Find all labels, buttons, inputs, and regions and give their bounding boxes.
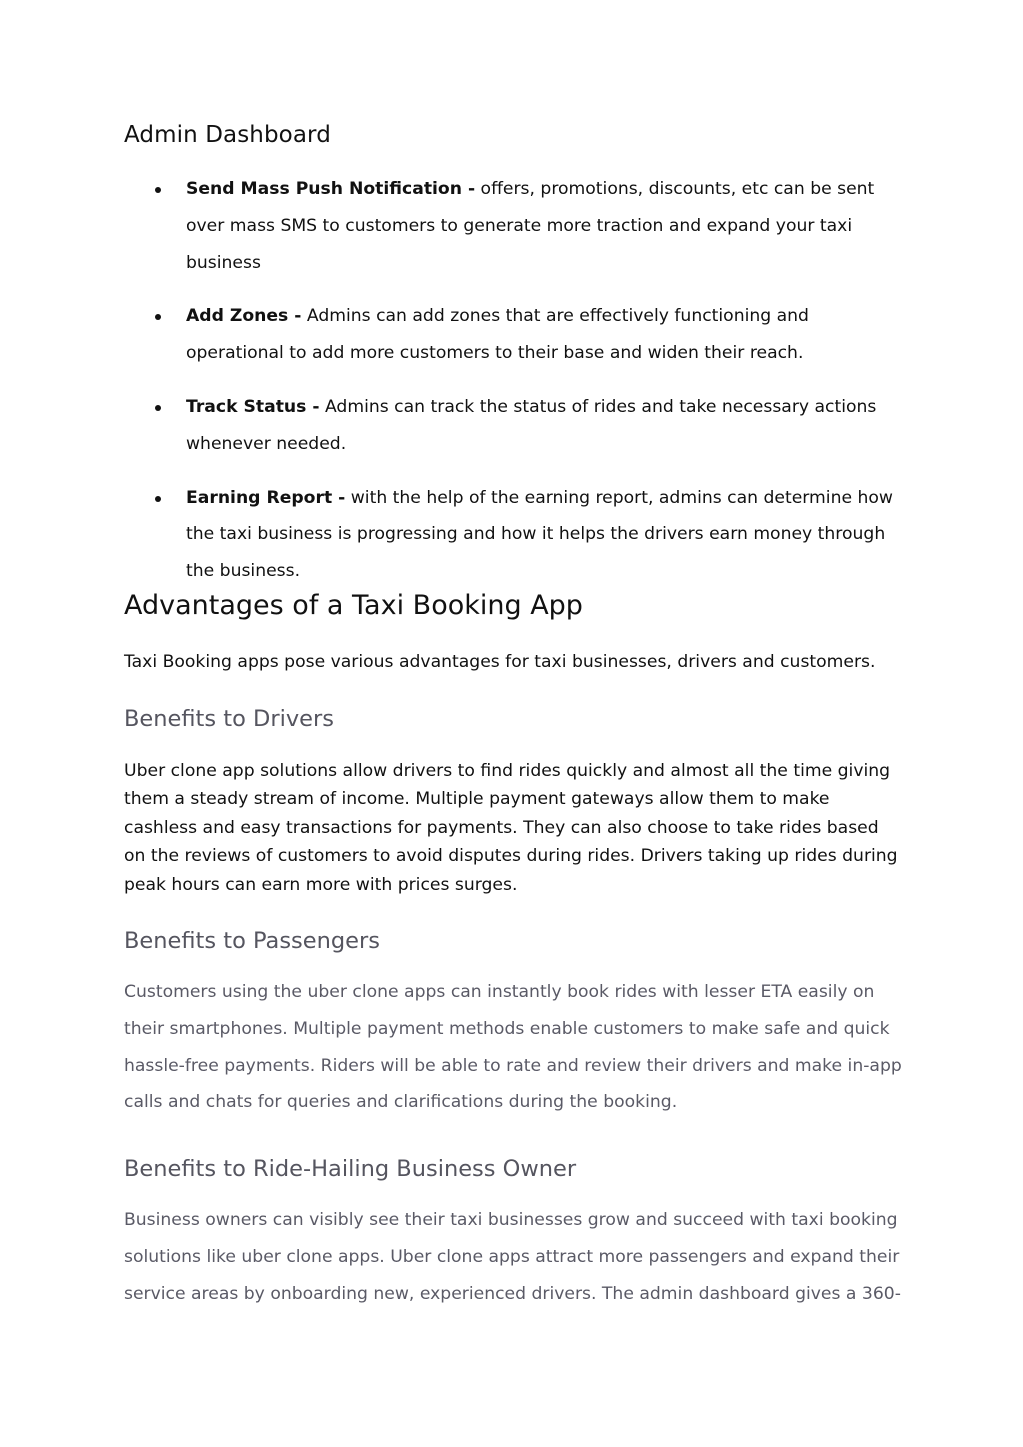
bullet-icon bbox=[155, 187, 161, 193]
feature-title: Earning Report - bbox=[186, 487, 346, 508]
feature-text: with the help of the earning report, admins can determine how the taxi business is progressing and how it helps the drivers earn money through the business. bbox=[186, 487, 893, 582]
list-item bbox=[124, 389, 904, 463]
owner-heading: Benefits to Ride-Hailing Business Owner bbox=[124, 1156, 577, 1182]
feature-title: Add Zones - bbox=[186, 306, 302, 327]
advantages-heading: Advantages of a Taxi Booking App bbox=[124, 590, 583, 621]
bullet-icon bbox=[155, 314, 161, 320]
advantages-intro: Taxi Booking apps pose various advantages for taxi businesses, drivers and customers. bbox=[124, 652, 876, 672]
passengers-paragraph: Customers using the uber clone apps can instantly book rides with lesser ETA easily on their smartphones. Multiple payment methods enable customers to make safe and quick hassle-free payments. Riders will be able to rate and review their drivers and make in-app calls and chats for queries and clarifications during the booking. bbox=[124, 982, 902, 1113]
drivers-paragraph: Uber clone app solutions allow drivers to find rides quickly and almost all the time giving them a steady stream of income. Multiple payment gateways allow them to make cashless and easy transactions for payments. They can also choose to take rides based on the reviews of customers to avoid disputes during rides. Drivers taking up rides during peak hours can earn more with prices surges. bbox=[124, 761, 898, 895]
feature-title: Send Mass Push Notification - bbox=[186, 179, 476, 199]
bullet-icon bbox=[155, 405, 161, 411]
bullet-icon bbox=[155, 496, 161, 502]
feature-title: Track Status - bbox=[186, 396, 320, 417]
list-item bbox=[124, 171, 904, 281]
owner-paragraph: Business owners can visibly see their taxi businesses grow and succeed with taxi booking solutions like uber clone apps. Uber clone apps attract more passengers and expand their service areas by onboarding new, experienced drivers. The admin dashboard gives a 360- bbox=[124, 1210, 901, 1304]
feature-text: offers, promotions, discounts, etc can be sent over mass SMS to customers to generate more traction and expand your taxi business bbox=[186, 179, 875, 273]
admin-feature-list bbox=[124, 171, 904, 607]
admin-dashboard-heading: Admin Dashboard bbox=[124, 122, 331, 148]
feature-text: Admins can track the status of rides and take necessary actions whenever needed. bbox=[186, 396, 877, 454]
feature-text: Admins can add zones that are effectively functioning and operational to add more customers to their base and widen their reach. bbox=[186, 306, 809, 364]
list-item bbox=[124, 298, 904, 372]
drivers-heading: Benefits to Drivers bbox=[124, 706, 334, 732]
passengers-heading: Benefits to Passengers bbox=[124, 928, 380, 954]
list-item bbox=[124, 480, 904, 590]
